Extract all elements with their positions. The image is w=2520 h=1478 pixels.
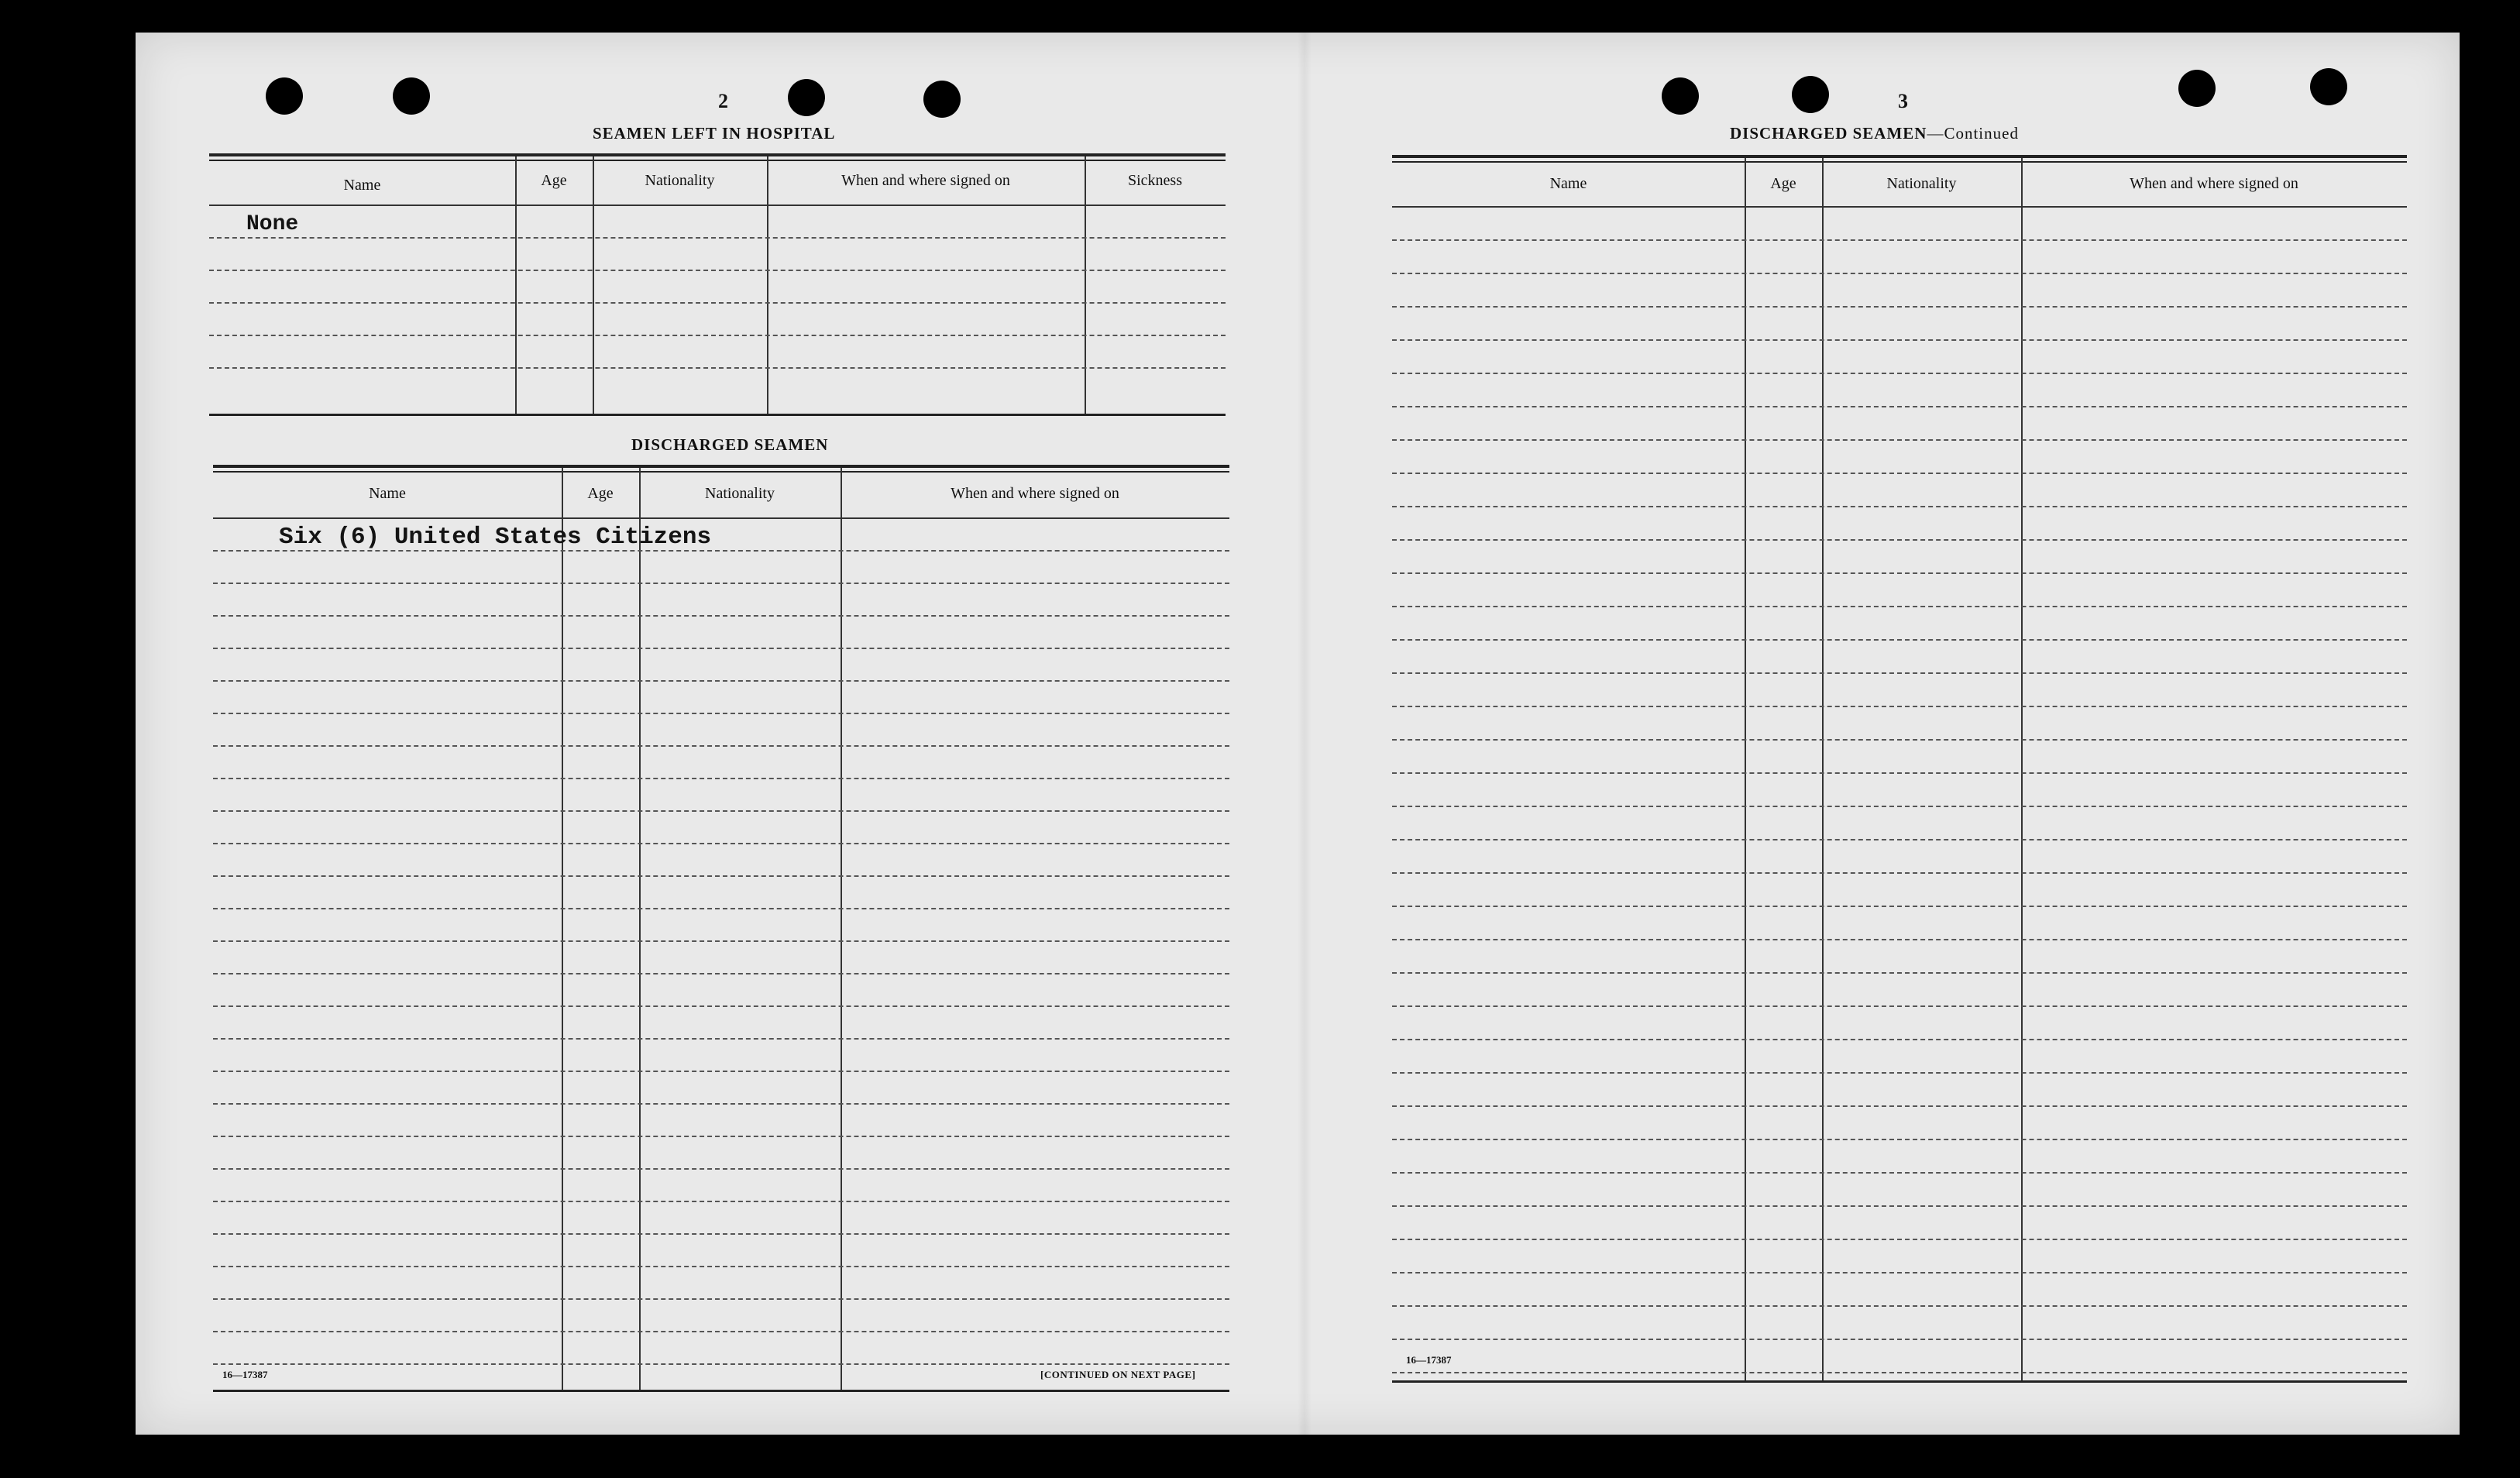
form-code-left: 16—17387 [222, 1369, 268, 1380]
ruled-line [213, 1071, 1229, 1072]
continued-note: [CONTINUED ON NEXT PAGE] [1040, 1369, 1196, 1380]
ruled-line [1392, 572, 2407, 574]
hospital-col-signed-on: When and where signed on [841, 172, 1010, 189]
continued-col-signed-on: When and where signed on [2130, 175, 2298, 192]
ruled-line [213, 940, 1229, 942]
ruled-line [1392, 1105, 2407, 1107]
ruled-line [213, 875, 1229, 877]
ruled-line [213, 1103, 1229, 1105]
discharged-col-age: Age [587, 485, 614, 502]
punch-hole [2310, 68, 2347, 105]
ruled-line [213, 810, 1229, 812]
discharged-entry-name: Six (6) United States Citizens [279, 524, 712, 551]
ruled-line [1392, 239, 2407, 241]
discharged-table-right [1392, 155, 2407, 1383]
hospital-col-name: Name [343, 177, 381, 194]
form-code-right: 16—17387 [1406, 1354, 1452, 1366]
punch-hole [1792, 76, 1829, 113]
discharged-col-signed-on: When and where signed on [951, 485, 1119, 502]
ruled-line [1392, 606, 2407, 607]
punch-hole [1662, 77, 1699, 115]
discharged-col-name: Name [369, 485, 406, 502]
hospital-entry-name: None [246, 212, 299, 236]
ruled-line [1392, 1272, 2407, 1273]
ruled-line [1392, 639, 2407, 641]
ruled-line [1392, 1372, 2407, 1373]
ruled-line [1392, 1305, 2407, 1307]
page-number-left: 2 [718, 90, 728, 112]
ruled-line [1392, 1172, 2407, 1174]
ruled-line [213, 843, 1229, 844]
discharged-continued-title-main: DISCHARGED SEAMEN [1730, 124, 1927, 143]
ruled-line [1392, 1072, 2407, 1074]
ruled-line [1392, 939, 2407, 940]
ruled-line [1392, 1239, 2407, 1240]
punch-hole [788, 79, 825, 116]
continued-col-name: Name [1549, 175, 1587, 192]
ruled-line [213, 648, 1229, 649]
ruled-line [213, 1136, 1229, 1137]
ruled-line [213, 680, 1229, 682]
punch-hole [2178, 70, 2216, 107]
ruled-line [213, 1168, 1229, 1170]
ruled-line [1392, 439, 2407, 441]
ruled-line [1392, 739, 2407, 741]
ruled-line [1392, 839, 2407, 840]
continued-col-nationality: Nationality [1886, 175, 1957, 192]
discharged-continued-title [1730, 124, 2019, 143]
hospital-col-nationality: Nationality [645, 172, 715, 189]
ruled-line [1392, 872, 2407, 874]
ruled-line [213, 1298, 1229, 1300]
discharged-continued-suffix: —Continued [1927, 124, 2019, 143]
page-fold [1298, 33, 1312, 1435]
ruled-line [1392, 1339, 2407, 1340]
document-sheet [136, 33, 2460, 1435]
ruled-line [1392, 473, 2407, 474]
discharged-section-title: DISCHARGED SEAMEN [631, 435, 829, 454]
ruled-line [1392, 373, 2407, 374]
discharged-table-left [213, 465, 1229, 1392]
ruled-line [1392, 306, 2407, 308]
ruled-line [213, 973, 1229, 974]
hospital-section-title: SEAMEN LEFT IN HOSPITAL [593, 124, 836, 143]
punch-hole [923, 81, 961, 118]
ruled-line [213, 713, 1229, 714]
ruled-line [213, 908, 1229, 909]
ruled-line [1392, 406, 2407, 407]
punch-hole [393, 77, 430, 115]
ruled-line [1392, 1005, 2407, 1007]
ruled-line [1392, 772, 2407, 774]
ruled-line [1392, 1205, 2407, 1207]
ruled-line [213, 1038, 1229, 1040]
ruled-line [1392, 706, 2407, 707]
ruled-line [1392, 539, 2407, 541]
punch-hole [266, 77, 303, 115]
ruled-line [1392, 506, 2407, 507]
ruled-line [1392, 906, 2407, 907]
ruled-line [213, 745, 1229, 747]
ruled-line [213, 1331, 1229, 1332]
ruled-line [1392, 273, 2407, 274]
hospital-col-age: Age [541, 172, 567, 189]
ruled-line [1392, 1039, 2407, 1040]
ruled-line [213, 583, 1229, 584]
ruled-line [213, 1005, 1229, 1007]
ruled-line [1392, 1139, 2407, 1140]
ruled-line [213, 778, 1229, 779]
ruled-line [213, 615, 1229, 617]
ruled-line [213, 1233, 1229, 1235]
ruled-line [1392, 806, 2407, 807]
ruled-line [213, 1363, 1229, 1365]
page-number-right: 3 [1898, 90, 1908, 112]
ruled-line [1392, 672, 2407, 674]
hospital-table [209, 153, 1226, 416]
ruled-line [213, 1201, 1229, 1202]
ruled-line [1392, 339, 2407, 341]
hospital-col-sickness: Sickness [1128, 172, 1182, 189]
continued-col-age: Age [1770, 175, 1796, 192]
ruled-line [1392, 972, 2407, 974]
discharged-col-nationality: Nationality [705, 485, 775, 502]
ruled-line [213, 1266, 1229, 1267]
